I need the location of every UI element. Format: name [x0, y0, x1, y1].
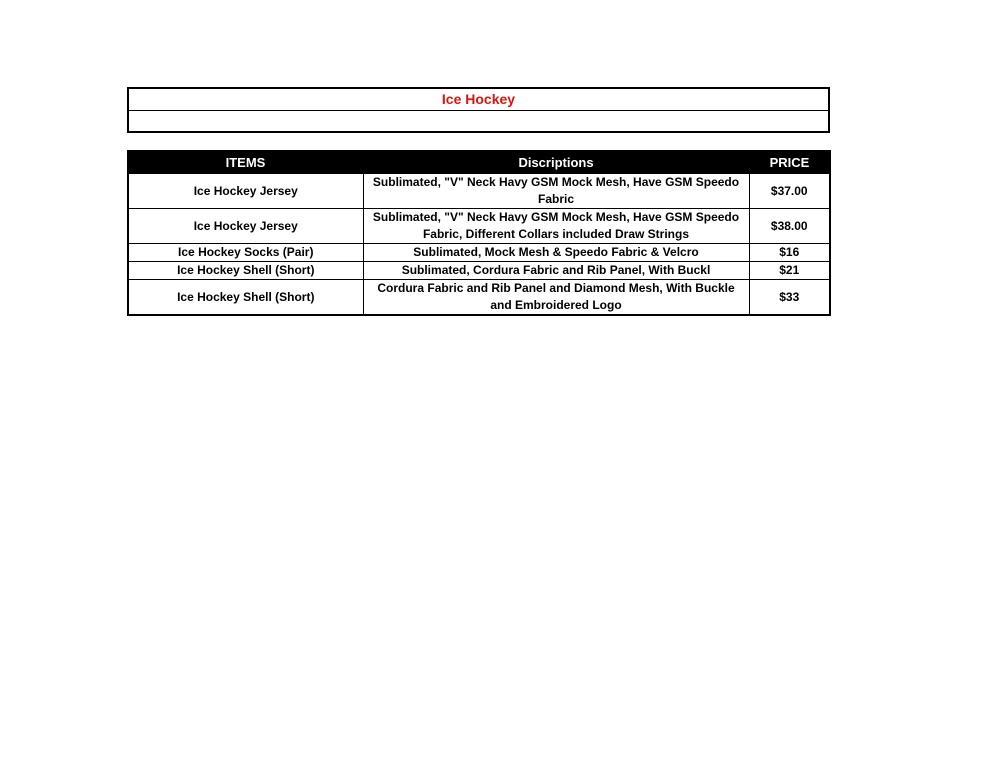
title-empty-row	[129, 111, 828, 131]
price-cell: $38.00	[749, 209, 830, 244]
page-title: Ice Hockey	[129, 89, 828, 111]
column-header-items: ITEMS	[128, 151, 363, 173]
title-box	[127, 87, 830, 133]
column-header-descriptions: Discriptions	[363, 151, 749, 173]
items-table	[127, 150, 831, 316]
description-cell: Sublimated, "V" Neck Havy GSM Mock Mesh, Have GSM Speedo Fabric, Different Collars included Draw Strings	[363, 209, 749, 244]
description-cell: Sublimated, Mock Mesh & Speedo Fabric & Velcro	[363, 244, 749, 262]
table-header-row	[128, 151, 830, 173]
description-cell: Sublimated, Cordura Fabric and Rib Panel, With Buckl	[363, 262, 749, 280]
table-row	[128, 173, 830, 209]
item-cell: Ice Hockey Socks (Pair)	[128, 244, 363, 262]
column-header-price: PRICE	[749, 151, 830, 173]
description-cell: Sublimated, "V" Neck Havy GSM Mock Mesh, Have GSM Speedo Fabric	[363, 173, 749, 209]
table-row	[128, 244, 830, 262]
table-row	[128, 209, 830, 244]
item-cell: Ice Hockey Shell (Short)	[128, 262, 363, 280]
price-cell: $33	[749, 280, 830, 316]
table-row	[128, 280, 830, 316]
item-cell: Ice Hockey Shell (Short)	[128, 280, 363, 316]
item-cell: Ice Hockey Jersey	[128, 173, 363, 209]
item-cell: Ice Hockey Jersey	[128, 209, 363, 244]
table-row	[128, 262, 830, 280]
price-cell: $16	[749, 244, 830, 262]
price-cell: $37.00	[749, 173, 830, 209]
description-cell: Cordura Fabric and Rib Panel and Diamond Mesh, With Buckle and Embroidered Logo	[363, 280, 749, 316]
price-cell: $21	[749, 262, 830, 280]
